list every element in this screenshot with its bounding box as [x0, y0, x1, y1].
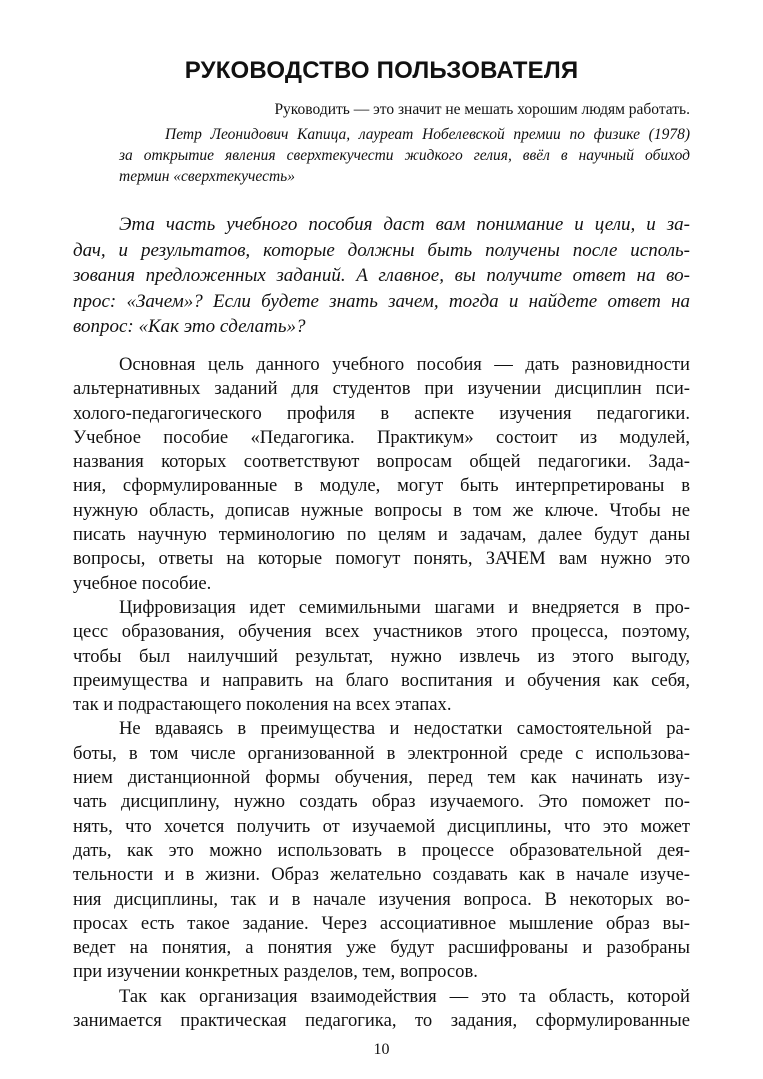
document-page — [73, 0, 690, 1079]
body-line: Учебное пособие «Педагогика. Практикум» состоит из модулей, — [73, 426, 690, 448]
attribution-line: термин «сверхтекучесть» — [119, 168, 295, 185]
body-line: преимущества и направить на благо воспитания и обучения как себя, — [73, 669, 690, 691]
page-number: 10 — [373, 1041, 390, 1058]
body-line: вопросы, ответы на которые помогут понять, ЗАЧЕМ вам нужно это — [73, 548, 690, 570]
intro-line: дач, и результатов, которые должны быть получены после исполь- — [73, 239, 690, 261]
intro-line: Эта часть учебного пособия даст вам понимание и цели, и за- — [119, 214, 690, 235]
body-line: писать научную терминологию по целям и задачам, далее будут даны — [73, 524, 690, 546]
body-line: чать дисциплину, нужно создать образ изучаемого. Это поможет по- — [73, 791, 690, 813]
body-line: Так как организация взаимодействия — это та область, которой — [119, 985, 690, 1007]
intro-paragraph — [73, 212, 690, 340]
body-line: Основная цель данного учебного пособия — дать разновидности — [119, 354, 690, 375]
attribution-line: Петр Леонидович Капица, лауреат Нобелевской премии по физике (1978) — [165, 126, 690, 143]
body-line: тельности и в жизни. Образ желательно создавать как в начале изуче- — [73, 864, 690, 886]
body-line: чтобы был наилучший результат, нужно извлечь из этого выгоду, — [73, 645, 690, 667]
intro-line: зования предложенных заданий. А главное, вы получите ответ на во- — [73, 265, 690, 286]
body-text — [73, 353, 690, 1033]
body-line: Не вдаваясь в преимущества и недостатки самостоятельной ра- — [119, 718, 690, 740]
attribution-line: за открытие явления сверхтекучести жидкого гелия, ввёл в научный обиход — [119, 147, 690, 164]
intro-line: вопрос: «Как это сделать»? — [73, 316, 306, 337]
page-title: РУКОВОДСТВО ПОЛЬЗОВАТЕЛЯ — [184, 57, 579, 84]
body-line: дать, как это можно использовать в процессе образовательной дея- — [73, 839, 690, 861]
body-line: альтернативных заданий для студентов при изучении дисциплин пси- — [73, 378, 690, 400]
epigraph-attribution — [73, 124, 690, 187]
body-line: так и подрастающего поколения на всех этапах. — [73, 694, 452, 716]
intro-line: прос: «Зачем»? Если будете знать зачем, тогда и найдете ответ на — [73, 290, 690, 312]
body-line: боты, в том числе организованной в электронной среде с использова- — [73, 742, 690, 764]
body-line: Цифровизация идет семимильными шагами и внедряется в про- — [119, 596, 690, 618]
body-line: ведет на понятия, а понятия уже будут расшифрованы и разобраны — [73, 937, 690, 959]
body-line: названия которых соответствуют вопросам общей педагогики. Зада- — [73, 451, 690, 473]
body-line: холого-педагогического профиля в аспекте изучения педагогики. — [73, 402, 690, 424]
body-line: при изучении конкретных разделов, тем, вопросов. — [73, 961, 478, 983]
body-line: нужную область, дописав нужные вопросы в том же ключе. Чтобы не — [73, 499, 690, 521]
body-line: занимается практическая педагогика, то задания, сформулированные — [73, 1010, 690, 1032]
body-line: нять, что хочется получить от изучаемой дисциплины, что это может — [73, 815, 690, 837]
body-line: ния, сформулированные в модуле, могут быть интерпретированы в — [73, 475, 690, 497]
body-line: учебное пособие. — [73, 572, 212, 594]
body-line: просах есть такое задание. Через ассоциативное мышление образ вы- — [73, 912, 690, 934]
body-line: ния дисциплины, так и в начале изучения вопроса. В некоторых во- — [73, 888, 690, 910]
body-line: цесс образования, обучения всех участников этого процесса, поэтому, — [73, 621, 690, 643]
body-line: нием дистанционной формы обучения, перед тем как начинать изу- — [73, 767, 690, 789]
epigraph-quote: Руководить — это значит не мешать хорошим людям работать. — [274, 101, 690, 118]
